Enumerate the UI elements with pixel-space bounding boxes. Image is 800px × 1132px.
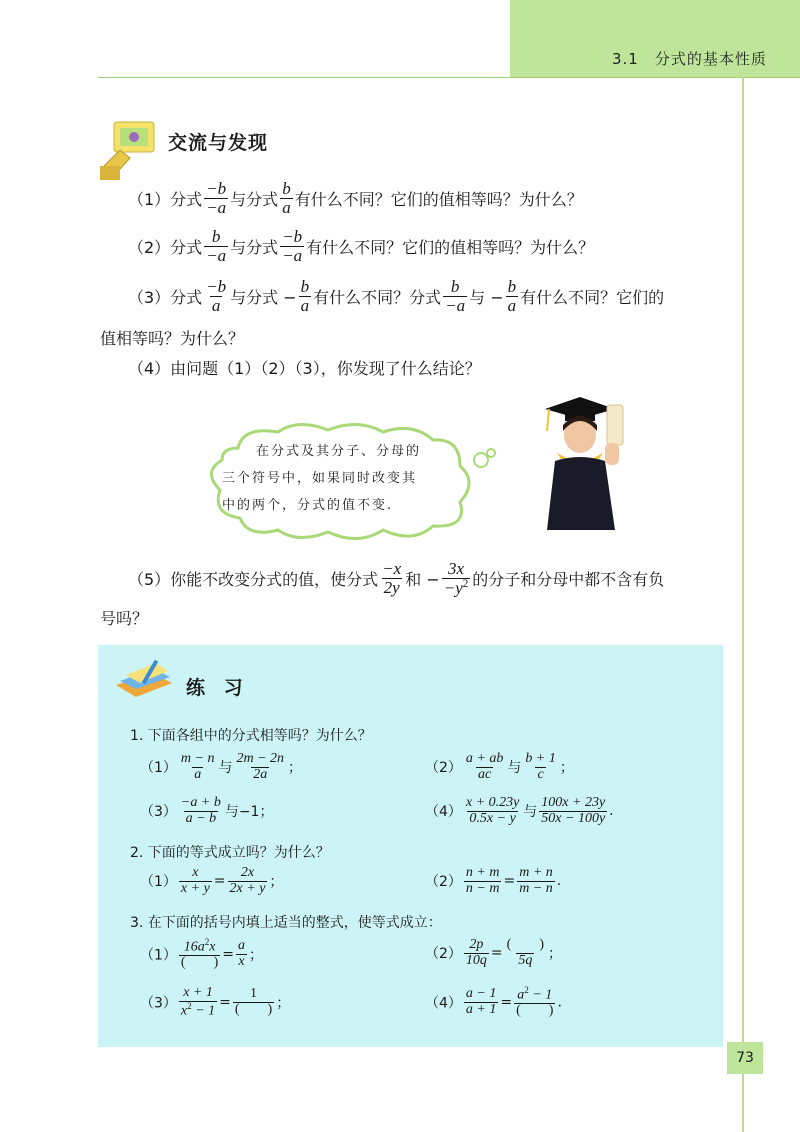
ex1-item-1: （1） $\frac{m - n}{a}$ 与 $\frac{2m - 2n}{2a}$ ； [140, 751, 303, 782]
question-1: （1）分式 $\frac{-b}{-a}$ 与分式 $\frac{b}{a}$ 有什么不同？它们的值相等吗？为什么？ [128, 179, 583, 217]
question-5-cont: 号吗？ [100, 609, 149, 628]
page-number: 73 [736, 1050, 754, 1066]
exercise-2-title: 2. 下面的等式成立吗？为什么？ [130, 845, 330, 861]
exercise-1-title: 1. 下面各组中的分式相等吗？为什么？ [130, 728, 372, 744]
bubble-text [222, 438, 462, 519]
bubble-line-2: 三个符号中，如果同时改变其 [222, 471, 418, 486]
ex3-item-1: （1） $\frac{16a^2x}{( )}$ = $\frac{a}{x}$ ； [140, 937, 263, 971]
ex3-item-2: （2） $\frac{2p}{10q}$ = $\frac{( )}{5q}$ ； [425, 937, 562, 968]
question-2: （2）分式 $\frac{b}{-a}$ 与分式 $\frac{-b}{-a}$ 有什么不同？它们的值相等吗？为什么？ [128, 227, 595, 265]
student-illustration [535, 395, 635, 530]
ex2-item-1: （1） $\frac{x}{x + y}$ = $\frac{2x}{2x + y}$ ； [140, 865, 284, 896]
question-3: （3）分式 $\frac{-b}{a}$ 与分式 − $\frac{b}{a}$ 有什么不同？分式 $\frac{b}{-a}$ 与 − $\frac{b}{a}$ 有什么不同？它们的 [128, 277, 665, 315]
ex2-item-2: （2） $\frac{n + m}{n - m}$ = $\frac{m + n}{m - n}$ . [425, 865, 562, 896]
ex1-item-4: （4） $\frac{x + 0.23y}{0.5x - y}$ 与 $\frac{100x + 23y}{50x - 100y}$ . [425, 795, 614, 826]
ex3-item-4: （4） $\frac{a - 1}{a + 1}$ = $\frac{a^2 - 1}{( )}$ . [425, 985, 562, 1019]
question-4: （4）由问题（1）（2）（3），你发现了什么结论？ [128, 359, 481, 378]
ex1-item-2: （2） $\frac{a + ab}{ac}$ 与 $\frac{b + 1}{c}$ ； [425, 751, 574, 782]
question-3-cont: 值相等吗？为什么？ [100, 329, 245, 348]
question-5: （5）你能不改变分式的值，使分式 $\frac{-x}{2y}$ 和 − $\frac{3x}{-y^2}$ 的分子和分母中都不含有负 [128, 559, 665, 598]
section-header: 3.1 分式的基本性质 [612, 50, 767, 68]
section-title: 交流与发现 [168, 132, 269, 154]
discussion-icon [100, 120, 158, 182]
books-icon [112, 657, 176, 703]
ex3-item-3: （3） $\frac{x + 1}{x^2 - 1}$ = $\frac{1}{( )}$ ； [140, 985, 291, 1019]
exercise-3-title: 3. 在下面的括号内填上适当的整式，使等式成立： [130, 915, 442, 931]
ex1-item-3: （3） $\frac{-a + b}{a - b}$ 与−1； [140, 795, 274, 826]
bubble-line-3: 中的两个，分式的值不变. [222, 498, 394, 513]
bubble-line-1: 在分式及其分子、分母的 [256, 444, 422, 459]
practice-title: 练 习 [186, 677, 249, 699]
header-rule [98, 77, 800, 78]
margin-rule [742, 77, 744, 1132]
